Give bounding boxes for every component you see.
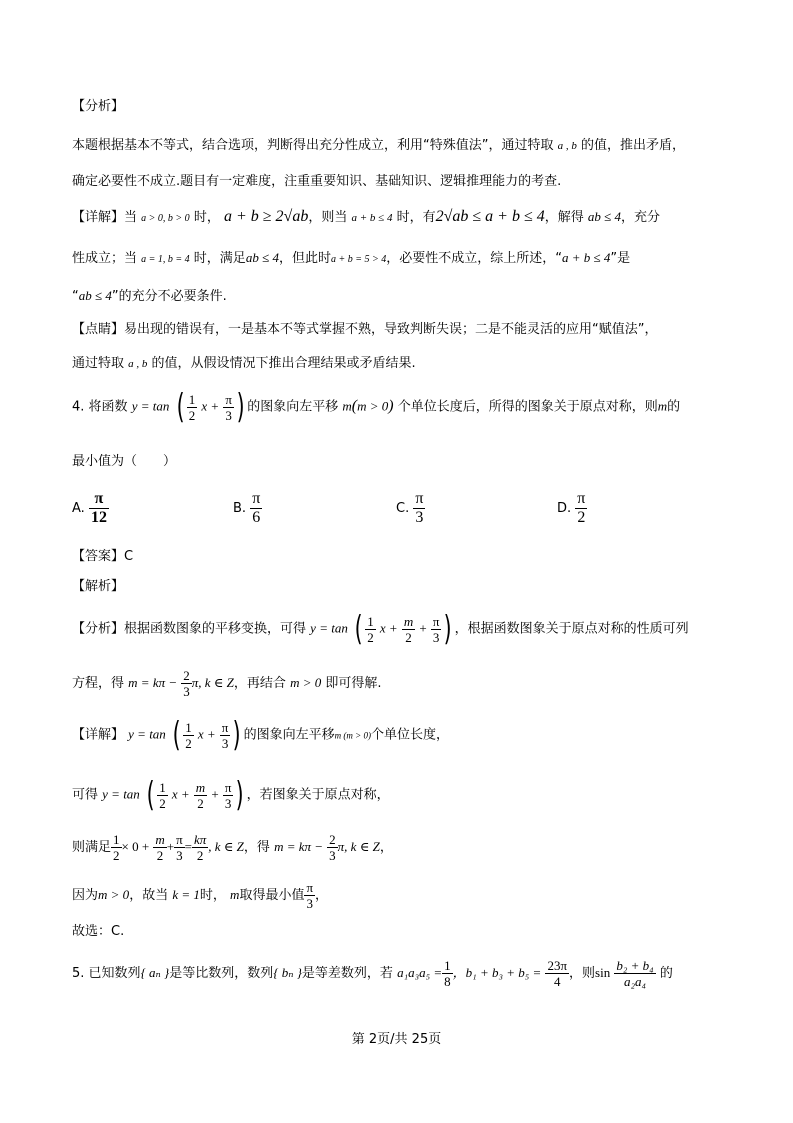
text: ，充分 — [621, 210, 661, 225]
fraction: $\frac{\pi}{3}$ — [225, 391, 232, 423]
fraction: $\frac{1}{2}$ — [188, 391, 196, 423]
q4-detail-line-3: 则满足 $\frac{1}{2}$ × 0 + $\frac{m}{2}$ + $\frac{\pi}{3}$ = $\frac{k\pi}{2}$ , k ∈ Z，得 m = kπ − $\frac{2}{3}$ π, k ∈ Z， — [72, 832, 393, 863]
option-letter: A. — [72, 501, 85, 516]
text: ，故当 — [129, 888, 169, 903]
text: ，则当 — [308, 210, 348, 225]
question-number: 5. — [72, 966, 85, 981]
math-vars: a , b — [557, 140, 577, 152]
answer-line — [72, 545, 133, 564]
text: ，若图象关于原点对称， — [246, 787, 390, 803]
math: m — [657, 398, 668, 414]
analysis-label: 【分析】 — [72, 99, 125, 114]
text: 性成立；当 — [72, 251, 138, 266]
left-paren: ( — [176, 387, 185, 427]
q4-analysis-line-1: 【分析】根据函数图象的平移变换，可得 y = tan ( $\frac{1}{2}$ x + $\frac{m}{2}$ + $\frac{\pi}{3}$ ) ，根据函数图象关于原点对称的性质可列 — [72, 609, 689, 649]
solution-label: 【解析】 — [72, 579, 125, 594]
question-5-line-1: 5. 已知数列{ aₙ }是等比数列，数列{ bₙ }是等差数列，若 a₁a₃a₅ = $\frac{1}{8}$ ，b₁ + b₃ + b₅ = $\frac{23\pi}{4}$ ，则sin $\frac{\text{b₂ + b₄}}{\text{a₂a₄}}$ 的 — [72, 958, 673, 989]
text: ，解得 — [544, 210, 584, 225]
answer-label: 【答案】 — [72, 549, 125, 564]
note-line-2 — [72, 352, 416, 371]
text: ， — [315, 888, 329, 903]
option-letter: C. — [396, 501, 410, 516]
q4-detail-line-2: 可得 y = tan ( $\frac{1}{2}$ x + $\frac{m}{2}$ + $\frac{\pi}{3}$ ) ，若图象关于原点对称， — [72, 775, 390, 815]
math: a₁a₃a₅ = — [397, 965, 443, 980]
text: 的 — [667, 399, 681, 415]
math: a + b ≥ 2√ab — [223, 208, 309, 225]
text: 取得最小值 — [239, 888, 305, 903]
math: y = tan — [102, 786, 140, 802]
text: 是等比数列，数列 — [169, 966, 274, 981]
option-fraction: $\frac{\pi}{12}$ — [90, 490, 107, 526]
option-b[interactable] — [233, 490, 262, 527]
math: a + b ≤ 4 — [351, 212, 393, 224]
option-fraction: $\frac{\pi}{3}$ — [415, 490, 424, 526]
q4-detail-line-4: 因为m > 0，故当 k = 1时， m取得最小值 $\frac{\pi}{3}$ ， — [72, 880, 329, 911]
math: 2√ab ≤ a + b ≤ 4 — [435, 208, 545, 225]
math: ，b₁ + b₃ + b₅ = — [452, 965, 542, 980]
math-vars: a , b — [128, 358, 148, 370]
option-letter: D. — [557, 501, 572, 516]
math: y = tan — [310, 620, 348, 636]
text: “ — [72, 289, 79, 304]
math: x + — [197, 726, 216, 742]
text: ，但此时 — [278, 251, 331, 266]
math: m > 0 — [290, 675, 322, 690]
option-c[interactable] — [396, 490, 425, 527]
text: ，必要性不成立，综上所述，“ — [386, 251, 562, 266]
option-fraction: $\frac{\pi}{6}$ — [252, 490, 261, 526]
math: { bₙ } — [273, 965, 302, 980]
answer-value: C — [124, 549, 134, 564]
math: a + b = 5 > 4 — [330, 254, 387, 265]
text: ”的充分不必要条件. — [111, 289, 227, 304]
math: a = 1, b = 4 — [141, 254, 190, 265]
q4-detail-line-1: 【详解】 y = tan ( $\frac{1}{2}$ x + $\frac{\pi}{3}$ ) 的图象向左平移m (m > 0)个单位长度， — [72, 715, 449, 755]
text: 时，有 — [396, 210, 436, 225]
text: 时，满足 — [193, 251, 246, 266]
text: 方程，得 — [72, 676, 125, 691]
note-label: 【点睛】 — [72, 322, 125, 337]
text: 根据函数图象的平移变换，可得 — [124, 621, 307, 637]
math: y = tan — [131, 398, 170, 414]
option-a[interactable] — [72, 490, 109, 527]
math: { aₙ } — [140, 965, 170, 980]
text: 个单位长度后，所得的图象关于原点对称，则 — [397, 399, 658, 415]
analysis-label: 【分析】 — [72, 621, 125, 637]
math: a > 0, b > 0 — [141, 213, 190, 224]
text: ，则 — [569, 966, 596, 981]
question-4-line-2: 最小值为（ ） — [72, 454, 177, 469]
text: 时， — [199, 888, 226, 903]
text: 的值，从假设情况下推出合理结果或矛盾结果. — [151, 356, 416, 371]
detail-line-1 — [72, 206, 660, 226]
math: m — [342, 398, 352, 414]
math: ab ≤ 4 — [78, 288, 112, 303]
question-4-line-1: 4. 将函数 y = tan ( $\frac{1}{2}$ x + $\frac{\pi}{3}$ ) 的图象向左平移 m(m > 0) 个单位长度后，所得的图象关于原点对称，则m的 — [72, 387, 681, 427]
text: 的图象向左平移 — [243, 727, 335, 743]
math: x + — [379, 620, 398, 636]
option-d[interactable] — [557, 490, 587, 527]
detail-label: 【详解】 — [72, 727, 125, 743]
math: y = tan — [128, 726, 166, 742]
q4-analysis-line-2: 方程，得 m = kπ − $\frac{2}{3}$ π, k ∈ Z，再结合 m > 0 即可得解. — [72, 668, 382, 699]
note-line-1 — [72, 318, 658, 337]
text: ， — [379, 840, 393, 855]
text: 是等差数列，若 — [301, 966, 393, 981]
text: 本题根据基本不等式，结合选项，判断得出充分性成立，利用“特殊值法”，通过特取 — [72, 138, 554, 153]
math: m (m > 0) — [334, 730, 371, 741]
page-footer: 第 2页/共 25页 — [351, 1032, 442, 1047]
q4-detail-line-5: 故选：C. — [72, 924, 125, 939]
text: ，再结合 — [233, 676, 286, 691]
text: 的图象向左平移 — [247, 399, 339, 415]
text: 个单位长度， — [370, 727, 449, 743]
text: 可得 — [72, 787, 99, 803]
math: m = kπ − — [128, 675, 178, 690]
math: a + b ≤ 4 — [561, 250, 611, 265]
text: ，根据函数图象关于原点对称的性质可列 — [454, 621, 689, 637]
math: x + — [201, 398, 220, 414]
analysis-line-1 — [72, 134, 685, 153]
text: ，得 — [243, 840, 270, 855]
math: π, k ∈ Z — [191, 675, 234, 690]
math: x + — [171, 786, 190, 802]
text: 通过特取 — [72, 356, 125, 371]
text: 则满足 — [72, 840, 112, 855]
text: 易出现的错误有，一是基本不等式掌握不熟，导致判断失误；二是不能灵活的应用“赋值法”， — [124, 322, 658, 337]
text: 已知数列 — [88, 966, 141, 981]
math: ab ≤ 4 — [245, 250, 279, 265]
right-paren: ) — [236, 387, 245, 427]
text: 当 — [124, 210, 138, 225]
text: ”是 — [610, 251, 631, 266]
text: 的 — [659, 966, 673, 981]
text: 因为 — [72, 888, 99, 903]
math: ab ≤ 4 — [587, 209, 622, 224]
text: 的值，推出矛盾， — [581, 138, 686, 153]
detail-line-2 — [72, 247, 630, 266]
option-fraction: $\frac{\pi}{2}$ — [577, 490, 586, 526]
option-letter: B. — [233, 501, 247, 516]
detail-label: 【详解】 — [72, 210, 125, 225]
question-number: 4. — [72, 399, 85, 415]
text: 将函数 — [88, 399, 128, 415]
detail-line-3 — [72, 285, 227, 304]
math: m > 0 — [357, 398, 389, 414]
analysis-line-2: 确定必要性不成立.题目有一定难度，注重重要知识、基础知识、逻辑推理能力的考查. — [72, 174, 562, 189]
text: 时， — [193, 210, 220, 225]
text: 即可得解. — [325, 676, 382, 691]
